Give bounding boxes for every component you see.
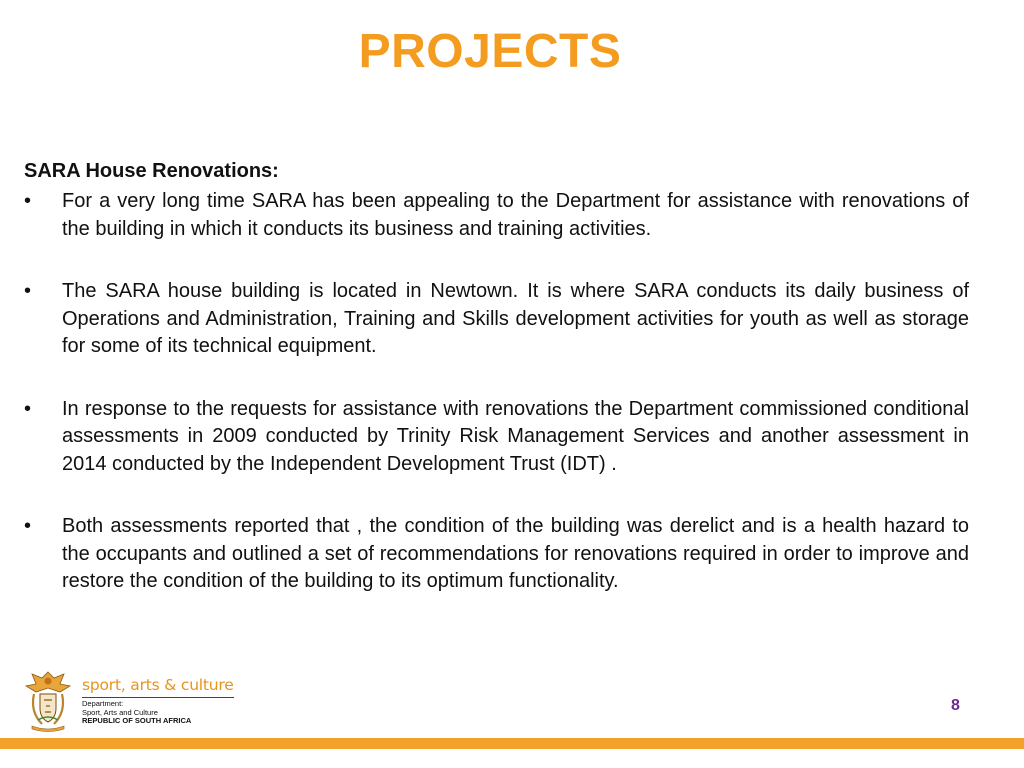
bullet-text: The SARA house building is located in Newtown. It is where SARA conducts its daily business of Operations and Administration, Training and Skills development activities for youth as well as storage for some of its technical equipment.	[62, 280, 969, 357]
brand-divider	[82, 697, 234, 698]
bullet-item	[24, 396, 969, 479]
bullet-text: In response to the requests for assistance with renovations the Department commissioned conditional assessments in 2009 conducted by Trinity Risk Management Services and another assessment in 2014 conducted by the Independent Development Trust (IDT) .	[62, 397, 969, 475]
section-heading: SARA House Renovations:	[24, 160, 279, 182]
bullet-item	[24, 188, 969, 243]
department-line: Department:	[82, 699, 124, 708]
bullet-item	[24, 513, 969, 596]
bullet-marker: •	[24, 515, 32, 537]
bullet-marker: •	[24, 397, 32, 420]
bullet-text: Both assessments reported that , the condition of the building was derelict and is a health hazard to the occupants and outlined a set of recommendations for renovations required in order to improve and restore the condition of the building to its optimum functionality.	[62, 515, 969, 592]
country-name: REPUBLIC OF SOUTH AFRICA	[82, 716, 192, 725]
brand-wordmark: sport, arts & culture	[82, 676, 234, 694]
department-name: Sport, Arts and Culture	[82, 707, 158, 717]
department-text	[82, 700, 191, 726]
footer-bar	[0, 738, 1024, 749]
page-number: 8	[951, 697, 960, 714]
bullet-marker: •	[24, 190, 32, 212]
department-logo	[24, 668, 264, 732]
slide-title: PROJECTS	[358, 25, 622, 78]
bullet-item	[24, 278, 969, 361]
bullet-text: For a very long time SARA has been appealing to the Department for assistance with renovations of the building in which it conducts its business and training activities.	[62, 190, 969, 240]
bullet-marker: •	[24, 280, 32, 302]
coat-of-arms-icon	[24, 668, 72, 732]
bullet-list	[24, 188, 969, 631]
